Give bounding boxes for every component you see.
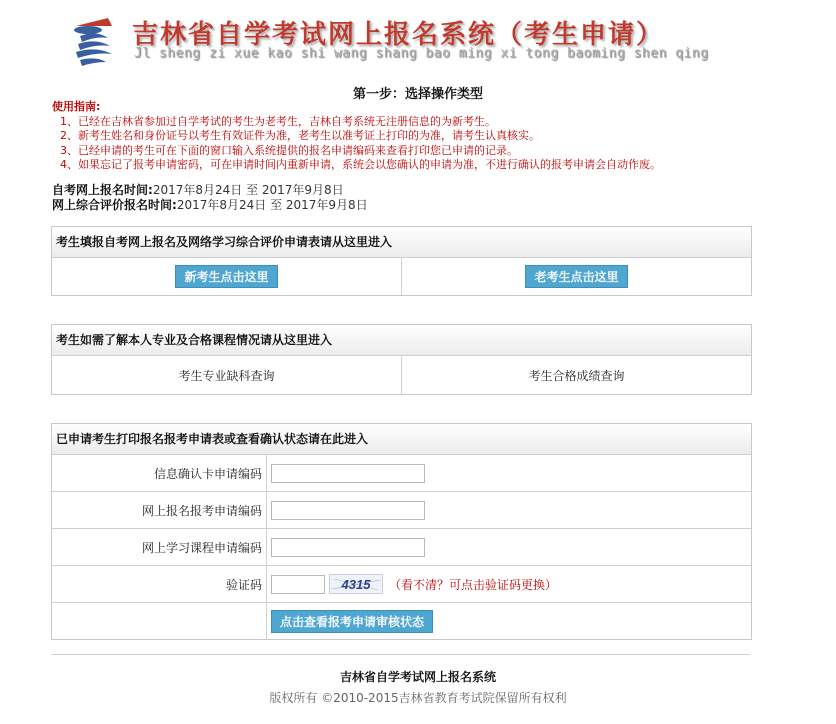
guide-item: 1、已经在吉林省参加过自学考试的考生为老考生，吉林自考系统无注册信息的为新考生。 xyxy=(60,114,496,128)
course-code-label: 网上学习课程申请编码 xyxy=(52,529,267,565)
apply-entry-box xyxy=(51,226,752,296)
footer-system-name: 吉林省自学考试网上报名系统 xyxy=(339,670,496,684)
footer-divider xyxy=(51,654,750,655)
site-title: 吉林省自学考试网上报名系统（考生申请） xyxy=(132,20,665,50)
step-title: 第一步：选择操作类型 xyxy=(352,87,483,102)
query-entry-heading: 考生如需了解本人专业及合格课程情况请从这里进入 xyxy=(52,325,751,356)
guide-item: 4、如果忘记了报考申请密码，可在申请时间内重新申请，系统会以您确认的申请为准，不进行确认的报考申请会自动作废。 xyxy=(60,158,661,171)
course-code-input[interactable] xyxy=(271,538,425,557)
zk-time-label: 自考网上报名时间: xyxy=(52,183,153,197)
guide-heading: 使用指南: xyxy=(52,100,101,113)
registration-code-input[interactable] xyxy=(271,501,425,520)
site-title-pinyin: Jl sheng zi xue kao shi wang shang bao ming xi tong baoming shen qing xyxy=(134,46,709,61)
info-card-code-input[interactable] xyxy=(271,464,425,483)
zk-time-value: 2017年8月24日 至 2017年9月8日 xyxy=(152,183,344,197)
passed-score-query-link[interactable]: 考生合格成绩查询 xyxy=(528,368,625,383)
captcha-label: 验证码 xyxy=(52,566,267,602)
registration-code-label: 网上报名报考申请编码 xyxy=(52,492,267,528)
footer-copyright: 版权所有 ©2010-2015吉林省教育考试院保留所有权利 xyxy=(269,691,567,705)
guide-item: 3、已经申请的考生可在下面的窗口输入系统提供的报名申请编码来查看打印您已申请的记录。 xyxy=(60,143,518,157)
new-student-button[interactable]: 新考生点击这里 xyxy=(175,265,277,288)
info-card-code-label: 信息确认卡申请编码 xyxy=(52,455,267,491)
print-status-box xyxy=(51,423,752,640)
zh-time-label: 网上综合评价报名时间: xyxy=(52,197,177,212)
captcha-refresh-note[interactable]: （看不清？可点击验证码更换） xyxy=(389,577,558,592)
guide-item: 2、新考生姓名和身份证号以考生有效证件为准，老考生以准考证上打印的为准，请考生认真核实。 xyxy=(60,129,540,142)
captcha-image[interactable] xyxy=(329,574,383,594)
submit-spacer xyxy=(52,603,267,639)
usage-guide xyxy=(52,100,792,173)
apply-entry-heading: 考生填报自考网上报名及网络学习综合评价申请表请从这里进入 xyxy=(52,227,751,258)
query-entry-box xyxy=(51,324,752,395)
logo-icon xyxy=(66,16,122,70)
captcha-input[interactable] xyxy=(271,575,325,594)
captcha-text: 4315 xyxy=(341,577,371,592)
missing-course-query-link[interactable]: 考生专业缺科查询 xyxy=(178,368,275,383)
zh-time-value: 2017年8月24日 至 2017年9月8日 xyxy=(176,197,368,212)
check-status-button[interactable]: 点击查看报考申请审核状态 xyxy=(271,610,433,633)
print-status-heading: 已申请考生打印报名报考申请表或查看确认状态请在此进入 xyxy=(52,424,751,455)
old-student-button[interactable]: 老考生点击这里 xyxy=(525,265,627,288)
registration-times xyxy=(52,183,368,212)
